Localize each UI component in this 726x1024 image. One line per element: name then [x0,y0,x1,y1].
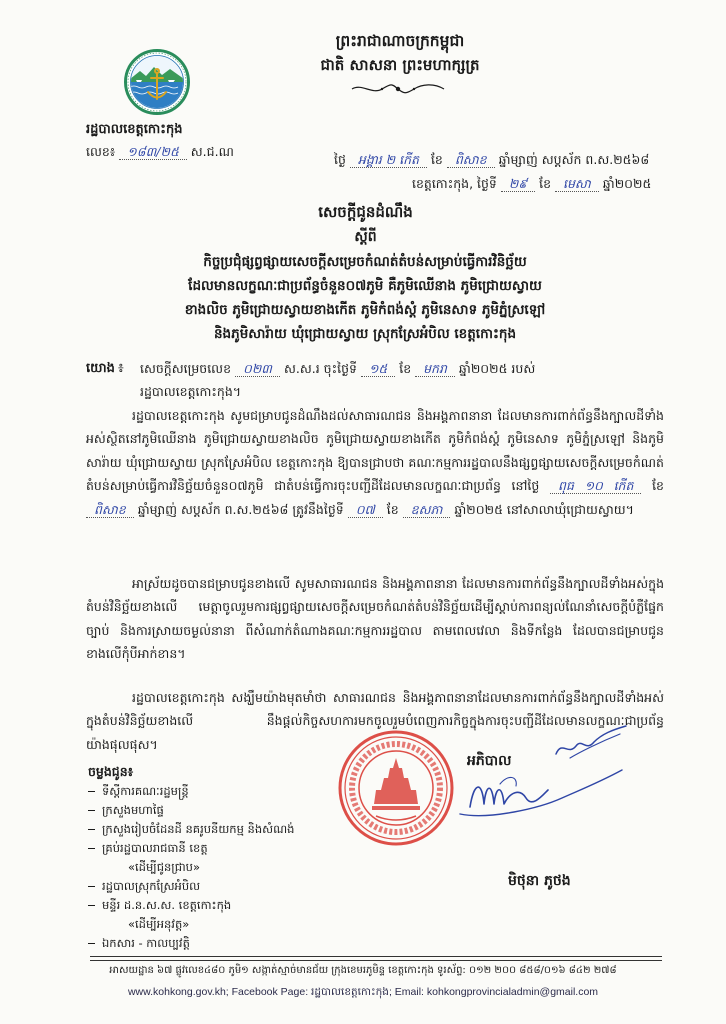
cc-item [88,877,388,896]
cc-item [88,934,388,953]
reference-line-2: រដ្ឋបាលខេត្តកោះកុង។ [140,384,242,399]
footer-contact: www.kohkong.gov.kh; Facebook Page: រដ្ឋបាលខេត្តកោះកុង; Email: kohkongprovincialadmin@gmail.com [127,986,599,998]
paragraph-text: ខែ [386,501,399,517]
cc-item [88,820,388,839]
national-motto: ជាតិ សាសនា ព្រះមហាក្សត្រ [320,56,480,74]
cc-item-label: គ្រប់រដ្ឋបាលរាជធានី ខេត្ត [102,841,208,855]
reference-line [140,358,535,380]
subject-block [70,250,660,346]
cc-item-label: ទីស្តីការគណៈរដ្ឋមន្ត្រី [102,784,189,798]
lunar-date-line [334,150,649,170]
footer-address: អាសយដ្ឋាន ៦៧ ផ្លូវលេខ៤៨០ ភូមិ១ សង្កាត់ស្មាច់មានជ័យ ក្រុងខេមរភូមិន្ទ ខេត្តកោះកុង ទូរស័ព្ទ: ០១២ ២០០ ៨៥៨/០១៦ ៨៤២ ២៧៨ [109,965,617,976]
cc-item-note: «ដើម្បីអនុវត្ត» [128,917,190,931]
paragraph-invitation: អាស្រ័យដូចបានជម្រាបជូនខាងលើ សូមសាធារណជន និងអង្គភាពនានា ដែលមានការពាក់ព័ន្ធនឹងក្បាលដីទាំងអស់ក្នុងតំបន់វិនិច្ឆ័យខាងលើ មេត្តាចូលរួមការផ្សព្វផ្សាយសេចក្តីសម្រេចកំណត់តំបន់វិនិច្ឆ័យដើម្បីស្តាប់ការពន្យល់ណែនាំសេចក្តីបំភ្លឺផ្នែកច្បាប់ និងការស្រាយចម្ងល់នានា ពីសំណាក់តំណាងគណៈកម្មការរដ្ឋបាល តាមពេលវេលា និងទីកន្លែង ដែលបានជម្រាបជូនខាងលើកុំបីអាក់ខាន។ [86,576,664,662]
lunar-day-label: ថ្ងៃ [334,152,346,167]
handwritten-signature-icon [430,712,630,837]
title-about: ស្តីពី [354,229,377,245]
list-dash [88,905,95,906]
handwritten-solar-day: ២៩ [501,176,535,192]
paragraph-text: ខែ [652,478,664,494]
cc-item-label: ក្រសួងមហាផ្ទៃ [102,803,164,817]
solar-date-line [412,174,651,194]
cc-item [88,896,388,915]
handwritten-meeting-day: ០៧ [348,502,383,518]
reference-text: ស.ស.រ ចុះថ្ងៃទី [283,361,357,376]
reference-separator: ៖ [118,361,124,376]
paragraph-announcement [86,404,664,521]
signatory-title: អភិបាល [467,753,512,769]
document-number-suffix: ស.ជ.ណ [190,144,234,159]
paragraph-closing: រដ្ឋបាលខេត្តកោះកុង សង្ឃឹមយ៉ាងមុតមាំថា សាធារណជន និងអង្គភាពនានាដែលមានការពាក់ព័ន្ធនឹងក្បាលដីទាំងអស់ក្នុងតំបន់វិនិច្ឆ័យខាងលើ នឹងផ្តល់កិច្ចសហការមកចូលរួមបំពេញភារកិច្ចក្នុងការចុះបញ្ជីដីដែលមានលក្ខណៈជាប្រព័ន្ធយ៉ាងផុលផុស។ [86,690,664,752]
reference-label: យោង [86,361,115,376]
reference-text: ឆ្នាំ២០២៥ របស់ [458,361,536,376]
document-number [86,142,234,162]
handwritten-lunar-day: អង្គារ ២ កើត [350,152,427,168]
handwritten-meeting-month: ឧសភា [403,502,451,518]
reference-text: ខែ [399,361,412,376]
subject-line: និងភូមិសារ៉ាយ ឃុំជ្រោយស្វាយ ស្រុកស្រែអំបិល ខេត្តកោះកុង [213,326,517,342]
paragraph-text: ឆ្នាំ២០២៥ នៅសាលាឃុំជ្រោយស្វាយ។ [454,501,634,517]
provincial-emblem-icon [124,49,190,115]
ornament-divider-icon [348,81,448,97]
cc-item [88,839,388,858]
footer-divider [90,956,662,961]
handwritten-meeting-lunar-day: ពុធ ១០ កើត [550,478,641,494]
list-dash [88,943,95,944]
cc-list [88,782,388,953]
list-dash [88,886,95,887]
solar-date-prefix: ខេត្តកោះកុង, ថ្ងៃទី [412,176,497,191]
list-dash [88,810,95,811]
solar-year-text: ឆ្នាំ២០២៥ [602,176,652,191]
cc-item-label: មន្ទីរ ដ.ន.ស.ស. ខេត្តកោះកុង [102,898,232,912]
list-dash [88,848,95,849]
handwritten-lunar-month: ពិសាខ [447,152,495,168]
cc-item-label: ក្រសួងរៀបចំដែនដី នគរូបនីយកម្ម និងសំណង់ [102,822,295,836]
list-dash [88,829,95,830]
list-dash [88,791,95,792]
document-number-label: លេខ៖ [86,144,116,159]
solar-month-label: ខែ [539,176,552,191]
cc-item-label: រដ្ឋបាលស្រុកស្រែអំបិល [102,879,201,893]
handwritten-decision-month: មករា [415,361,455,377]
cc-item [88,801,388,820]
document-title: សេចក្តីជូនដំណឹង [318,203,413,221]
lunar-year-text: ឆ្នាំម្សាញ់ សប្តស័ក ព.ស.២៥៦៨ [498,152,650,167]
cc-item-note: «ដើម្បីជូនជ្រាប» [128,860,201,874]
issuer-name: រដ្ឋបាលខេត្តកោះកុង [86,122,183,137]
paragraph-text: ឆ្នាំម្សាញ់ សប្តស័ក ព.ស.២៥៦៨ ត្រូវនឹងថ្ងៃទី [137,501,344,517]
subject-line: ខាងលិច ភូមិជ្រោយស្វាយខាងកើត ភូមិកំពង់ស្តំ ភូមិនេសាទ ភូមិភ្នំស្រឡៅ [184,302,546,318]
cc-item [88,782,388,801]
lunar-month-label: ខែ [430,152,443,167]
reference-text: សេចក្តីសម្រេចលេខ [140,361,232,376]
handwritten-solar-month: មេសា [555,176,599,192]
handwritten-decision-number: ០២៣ [235,361,280,377]
paragraph-text: រដ្ឋបាលខេត្តកោះកុង សូមជម្រាបជូនដំណឹងដល់សាធារណជន និងអង្គភាពនានា ដែលមានការពាក់ព័ន្ធនឹងក្បាលដីទាំងអស់ស្ថិតនៅភូមិឈើនាង ភូមិជ្រោយស្វាយខាងលិច ភូមិជ្រោយស្វាយខាងកើត ភូមិកំពង់ស្តំ ភូមិនេសាទ ភូមិភ្នំស្រឡៅ និងភូមិសារ៉ាយ ឃុំជ្រោយស្វាយ ស្រុកស្រែអំបិល ខេត្តកោះកុង ឱ្យបានជ្រាបថា គណៈកម្មការរដ្ឋបាលនឹងផ្សព្វផ្សាយសេចក្តីសម្រេចកំណត់តំបន់សម្រាប់ធ្វើការវិនិច្ឆ័យចំនួន០៧ភូមិ ជាតំបន់ធ្វើការចុះបញ្ជីដីដែលមានលក្ខណៈជាប្រព័ន្ធ នៅថ្ងៃ [86,408,664,494]
handwritten-decision-day: ១៥ [361,361,395,377]
handwritten-meeting-lunar-month: ពិសាខ [86,502,134,518]
handwritten-document-number: ១៨៣/២៥ [119,144,187,160]
subject-line: កិច្ចប្រជុំផ្សព្វផ្សាយសេចក្តីសម្រេចកំណត់តំបន់សម្រាប់ធ្វើការវិនិច្ឆ័យ [203,254,527,270]
cc-label: ចម្លងជូន៖ [88,764,134,779]
signatory-name: មិថុនា ភូថង [508,873,571,889]
subject-line: ដែលមានលក្ខណៈជាប្រព័ន្ធចំនួន០៧ភូមិ គឺភូមិឈើនាង ភូមិជ្រោយស្វាយ [188,278,542,294]
kingdom-heading: ព្រះរាជាណាចក្រកម្ពុជា [335,32,465,50]
cc-item-label: ឯកសារ - កាលប្បវត្តិ [102,936,190,950]
